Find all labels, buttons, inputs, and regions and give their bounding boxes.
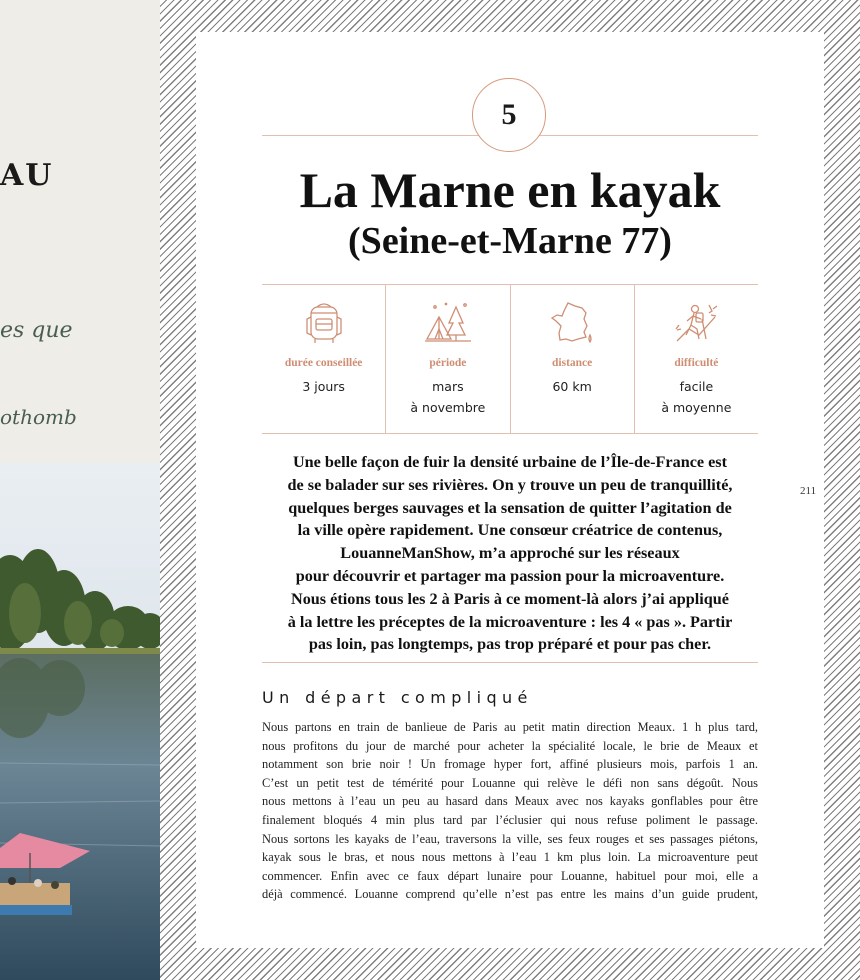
chapter-title: La Marne en kayak — [299, 162, 721, 218]
info-value: 60 km — [552, 379, 592, 394]
body-line: commencer. Enfin avec ce faux départ lunaire pour Louanne, habituel pour moi, elle a — [262, 868, 758, 883]
france-map-icon — [548, 299, 596, 345]
intro-line: la ville opère rapidement. Une consœur créatrice de contenus, — [297, 521, 723, 540]
backpack-icon — [302, 299, 346, 345]
body-paragraph — [262, 718, 758, 904]
section-title: Un départ compliqué — [262, 688, 533, 707]
chapter-number: 5 — [472, 78, 546, 152]
body-line: notamment son brie noir ! Un fromage hyper fort, affiné plusieurs mois, parfois 1 an. — [262, 757, 758, 772]
info-label: durée conseillée — [284, 357, 363, 369]
hiker-icon — [671, 299, 721, 345]
chapter-subtitle: (Seine-et-Marne 77) — [348, 220, 672, 262]
intro-line: quelques berges sauvages et la sensation de quitter l’agitation de — [288, 498, 732, 517]
intro-line: Nous étions tous les 2 à Paris à ce moment-là alors j’ai appliqué — [291, 589, 729, 608]
left-page-author-fragment: othomb — [0, 405, 77, 429]
left-page-title-fragment: AU — [0, 158, 54, 193]
river-photo — [0, 463, 160, 980]
body-line: nous mettons à l’eau un peu au hasard dans Meaux avec nos kayaks gonflables pour être — [262, 794, 758, 809]
intro-line: de se balader sur ses rivières. On y trouve un peu de tranquillité, — [287, 475, 733, 494]
info-value: 3 jours — [302, 379, 345, 394]
info-label: distance — [552, 357, 593, 369]
body-line: finalement bloqués 4 min plus tard par l’éclusier qui nous refuse poliment le passage. — [262, 812, 758, 827]
intro-line: pour découvrir et partager ma passion pour la microaventure. — [295, 566, 725, 585]
info-period — [385, 285, 509, 433]
body-line: C’est un petit test de témérité pour Louanne qui relève le défi non sans dégoût. Nous — [262, 775, 758, 790]
body-line: kayak sous le bras, et nous nous mettons à l’eau 1 km plus loin. La microaventure peut — [262, 850, 758, 865]
info-distance — [510, 285, 634, 433]
body-line: Nous partons en train de banlieue de Paris au petit matin direction Meaux. 1 h plus tard, — [262, 720, 758, 734]
intro-line: pas loin, pas longtemps, pas trop préparé et pour pas cher. — [308, 635, 712, 654]
info-difficulty — [634, 285, 758, 433]
info-value: mars à novembre — [410, 379, 486, 415]
body-line: Nous sortons les kayaks de l’eau, traversons la ville, ses feux rouges et ses passages piétons, — [262, 831, 758, 846]
body-line: nous profitons du jour de marché pour acheter la spécialité locale, le brie de Meaux et — [262, 738, 758, 753]
camping-tents-icon — [423, 299, 473, 345]
intro-paragraph — [262, 451, 758, 656]
section-rule — [262, 662, 758, 663]
info-box — [262, 284, 758, 434]
body-line: déjà commencé. Louanne comprend qu’elle n’est pas entre les mains d’un guide prudent, — [262, 887, 758, 902]
left-page-quote-fragment: es que — [0, 318, 73, 343]
left-page — [0, 0, 160, 980]
page-number: 211 — [800, 485, 817, 497]
intro-line: LouanneManShow, m’a approché sur les réseaux — [340, 544, 680, 563]
intro-line: à la lettre les préceptes de la microaventure : les 4 « pas ». Partir — [287, 612, 733, 631]
info-value: facile à moyenne — [661, 379, 732, 415]
info-duration — [262, 285, 385, 433]
intro-line: Une belle façon de fuir la densité urbaine de l’Île-de-France est — [292, 453, 727, 471]
info-label: difficulté — [674, 357, 719, 369]
info-label: période — [429, 357, 467, 369]
